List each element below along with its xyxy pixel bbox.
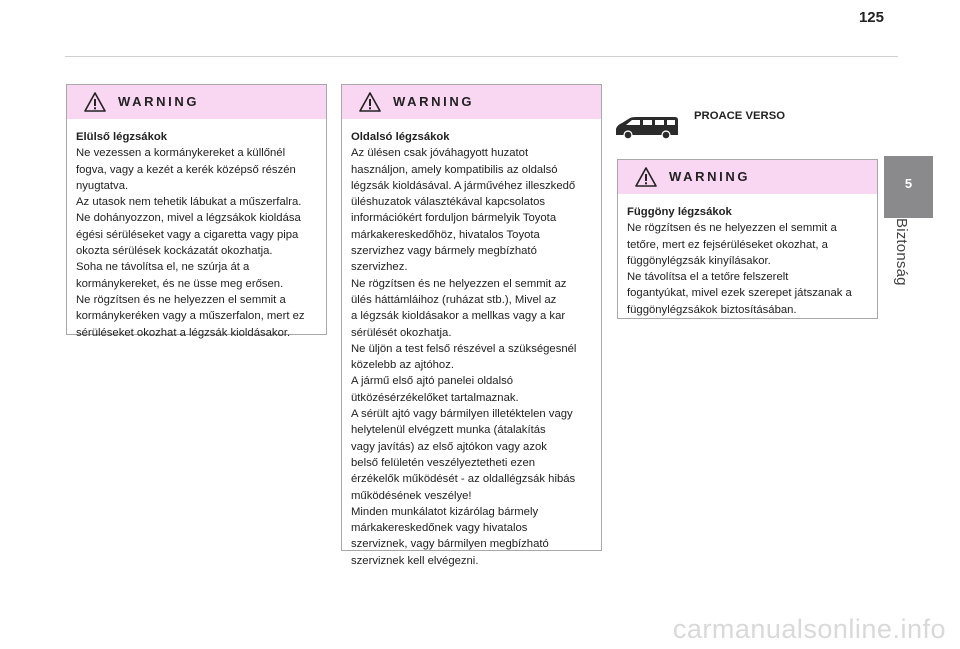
text-line: érzékelők működését - az oldallégzsák hibás: [351, 473, 576, 486]
warning-box-side-airbags: [341, 84, 602, 567]
text-line: Minden munkálatot kizárólag bármely: [351, 505, 539, 518]
text-line: szervizhez vagy bármely megbízható: [351, 245, 537, 258]
text-line: A jármű első ajtó panelei oldalsó: [351, 375, 514, 388]
text-line: szerviznek kell elvégezni.: [351, 554, 479, 567]
text-line: kormánykeréken vagy a műszerfalon, mert ez: [76, 310, 305, 323]
text-line: vagy javítás) az első ajtókon vagy azok: [351, 440, 547, 453]
text-line: Az utasok nem tehetik lábukat a műszerfalra.: [76, 196, 302, 209]
chapter-label-wrap: [893, 218, 915, 298]
text-line: okozta sérülések kockázatát okozhatja.: [76, 245, 273, 258]
text-line: szervizhez.: [351, 261, 408, 274]
warning-title: WARNING: [669, 169, 751, 184]
chapter-tab[interactable]: [884, 156, 933, 218]
text-line: információkért forduljon bármelyik Toyota: [351, 212, 557, 225]
warning-title: WARNING: [393, 94, 475, 109]
section-heading: Elülső légzsákok: [76, 131, 168, 143]
warning-header: [342, 85, 601, 119]
text-line: égési sérüléseket vagy a cigaretta vagy pipa: [76, 228, 299, 241]
warning-header: [618, 160, 877, 194]
text-line: fogantyúkat, mivel ezek szerepet játszanak a: [627, 287, 852, 300]
text-line: ütközésérzékelőket tartalmaznak.: [351, 391, 519, 404]
chapter-label: Biztonság: [893, 218, 910, 286]
text-line: fogva, vagy a kezét a kerék középső részén: [76, 163, 296, 176]
vehicle-name: PROACE VERSO: [694, 110, 786, 122]
warning-triangle-icon: [635, 167, 657, 187]
text-line: Ne rögzítsen és ne helyezzen el semmit az: [351, 277, 567, 290]
warning-box-front-airbags: [66, 84, 327, 339]
text-line: függönylégzsák kinyílásakor.: [627, 254, 771, 267]
text-line: sérülését okozhatja.: [351, 326, 452, 339]
text-line: ülés háttámláihoz (ruházat stb.), Mivel az: [351, 293, 557, 306]
warning-box-curtain-airbags: [617, 159, 878, 319]
text-line: Ne távolítsa el a tetőre felszerelt: [627, 271, 789, 284]
warning-triangle-icon: [84, 92, 106, 112]
text-line: közelebb az ajtóhoz.: [351, 359, 454, 372]
text-line: tetőre, mert ez fejsérüléseket okozhat, a: [627, 238, 828, 251]
text-line: légzsák kioldásával. A járművéhez illeszkedő: [351, 179, 576, 192]
text-line: márkakereskedőnek vagy hivatalos: [351, 522, 528, 535]
text-line: Ne dohányozzon, mivel a légzsákok kioldása: [76, 212, 301, 225]
warning-body: [342, 119, 601, 577]
text-line: Soha ne távolítsa el, ne szúrja át a: [76, 261, 250, 274]
text-line: használjon, amely kompatibilis az oldalsó: [351, 163, 558, 176]
text-line: helytelenül elvégzett munka (átalakítás: [351, 424, 546, 437]
text-line: sérüléseket okozhat a légzsák kioldásakor.: [76, 326, 291, 339]
warning-header: [67, 85, 326, 119]
watermark: carmanualsonline.info: [672, 614, 946, 644]
text-line: Ne rögzítsen és ne helyezzen el semmit a: [76, 293, 286, 306]
text-line: A sérült ajtó vagy bármilyen illetéktelen vagy: [351, 408, 573, 421]
text-line: Az ülésen csak jóváhagyott huzatot: [351, 147, 529, 160]
van-icon: [613, 113, 681, 143]
text-line: függönylégzsákok biztosításában.: [627, 303, 797, 316]
warning-triangle-icon: [359, 92, 381, 112]
warning-body: [618, 194, 877, 326]
chapter-number: 5: [904, 176, 913, 191]
text-line: kormánykereket, és ne üsse meg erősen.: [76, 277, 284, 290]
page-number: 125: [858, 9, 884, 26]
section-heading: Oldalsó légzsákok: [351, 131, 450, 143]
text-line: márkakereskedőhöz, hivatalos Toyota: [351, 228, 540, 241]
section-heading: Függöny légzsákok: [627, 206, 732, 218]
top-divider: [65, 56, 898, 57]
text-line: szerviznek, vagy bármilyen megbízható: [351, 538, 549, 551]
text-line: a légzsák kioldásakor a mellkas vagy a kar: [351, 310, 566, 323]
text-line: Ne vezessen a kormánykereket a küllőnél: [76, 147, 286, 160]
text-line: belső felületén veszélyeztetheti ezen: [351, 456, 536, 469]
text-line: Ne üljön a test felső részével a szükségesnél: [351, 342, 577, 355]
warning-body: [67, 119, 326, 349]
warning-title: WARNING: [118, 94, 200, 109]
text-line: nyugtatva.: [76, 179, 129, 192]
text-line: üléshuzatok választékával kapcsolatos: [351, 196, 546, 209]
text-line: Ne rögzítsen és ne helyezzen el semmit a: [627, 222, 837, 235]
text-line: működésének veszélye!: [351, 489, 472, 502]
